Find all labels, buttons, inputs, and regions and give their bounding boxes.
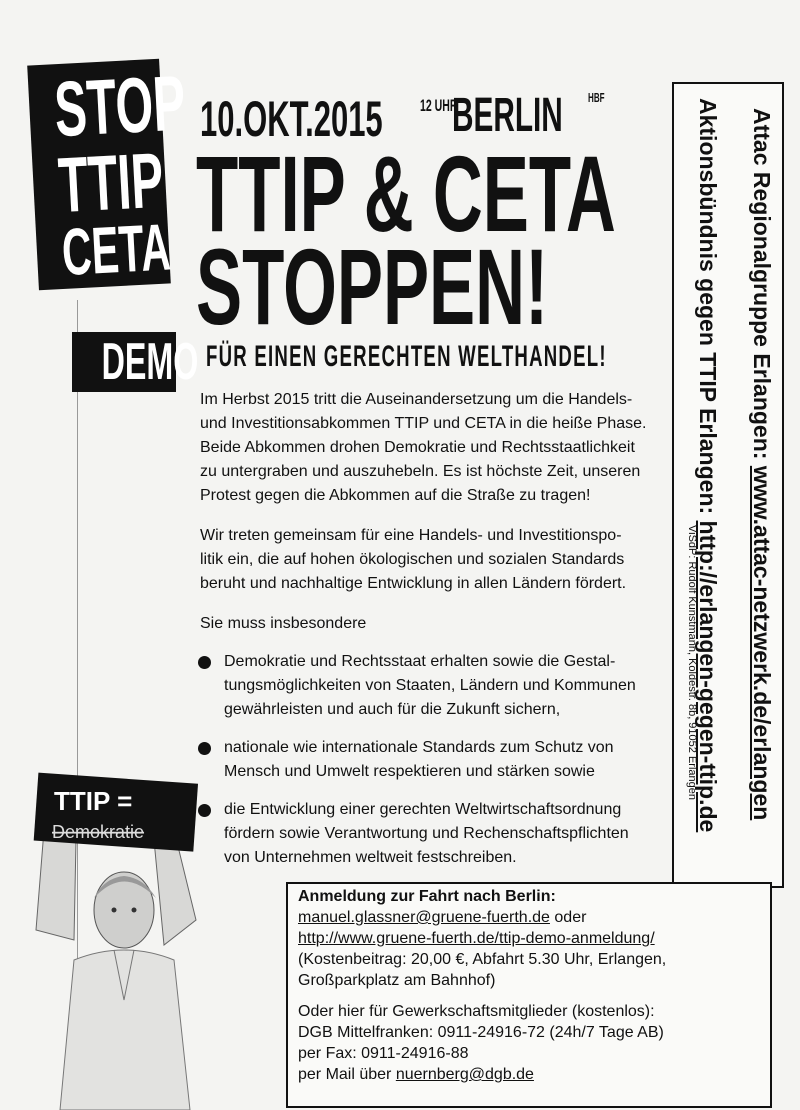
intro-line: Im Herbst 2015 tritt die Auseinandersetzung um die Handels- xyxy=(200,391,633,408)
goal-line: Wir treten gemeinsam für eine Handels- und Investitionspo- xyxy=(200,527,622,544)
list-item-line: tungsmöglichkeiten von Staaten, Ländern und Kommunen xyxy=(224,677,636,694)
union-line: Oder hier für Gewerkschaftsmitglieder (kostenlos): xyxy=(298,1003,655,1020)
cost-line-2: Großparkplatz am Bahnhof) xyxy=(298,972,496,989)
intro-line: Protest gegen die Abkommen auf die Straße zu tragen! xyxy=(200,487,591,504)
badge-line-1: STOP xyxy=(52,58,188,154)
event-station: HBF xyxy=(588,90,605,105)
badge-line-3: CETA xyxy=(60,209,173,289)
list-item-line: fördern sowie Verantwortung und Rechenschaftspflichten xyxy=(224,825,629,842)
spacer xyxy=(298,991,770,1001)
list-item-line: gewährleisten und auch für die Zukunft sichern, xyxy=(224,701,561,718)
mail-prefix: per Mail über xyxy=(298,1066,396,1083)
goal-line: litik ein, die auf hohen ökologischen und sozialen Standards xyxy=(200,551,625,568)
list-item-line: Demokratie und Rechtsstaat erhalten sowie die Gestal- xyxy=(224,653,616,670)
list-item-line: Mensch und Umwelt respektieren und stärken sowie xyxy=(224,763,595,780)
mail-line xyxy=(298,1064,770,1085)
registration-url[interactable]: http://www.gruene-fuerth.de/ttip-demo-anmeldung/ xyxy=(298,930,655,947)
intro-line: zu untergraben und auszuhebeln. Es ist höchste Zeit, unseren xyxy=(200,463,641,480)
dgb-line: DGB Mittelfranken: 0911-24916-72 (24h/7 Tage AB) xyxy=(298,1024,664,1041)
goal-line: beruht und nachhaltige Entwicklung in allen Ländern fördert. xyxy=(200,575,627,592)
alliance-label: Aktionsbündnis gegen TTIP Erlangen: xyxy=(695,98,721,521)
headline-line-2: STOPPEN! xyxy=(196,226,549,347)
event-time: 12 UHR xyxy=(420,96,458,115)
badge-line-2: TTIP xyxy=(56,135,166,230)
attac-label: Attac Regionalgruppe Erlangen: xyxy=(749,108,775,466)
intro-line: Beide Abkommen drohen Demokratie und Rechtsstaatlichkeit xyxy=(200,439,635,456)
sign-line-2: Demokratie xyxy=(52,822,145,842)
list-item xyxy=(196,736,666,784)
attac-link[interactable]: www.attac-netzwerk.de/erlangen xyxy=(749,465,775,821)
sign-line-1: TTIP = xyxy=(54,786,133,816)
list-item xyxy=(196,650,666,722)
protester-photo xyxy=(14,770,210,1110)
list-intro: Sie muss insbesondere xyxy=(200,615,367,632)
event-date: 10.OKT.2015 xyxy=(200,91,383,147)
list-item-line: von Unternehmen weltweit festschreiben. xyxy=(224,849,517,866)
headline-line-1: TTIP & CETA xyxy=(196,133,616,254)
intro-paragraph xyxy=(200,388,660,508)
fax-line: per Fax: 0911-24916-88 xyxy=(298,1045,469,1062)
demands-list xyxy=(196,650,666,884)
mail-link[interactable]: nuernberg@dgb.de xyxy=(395,1066,534,1083)
intro-line: und Investitionsabkommen TTIP und CETA in die heiße Phase. xyxy=(200,415,647,432)
cost-line-1: (Kostenbeitrag: 20,00 €, Abfahrt 5.30 Uhr, Erlangen, xyxy=(298,951,667,968)
email-suffix: oder xyxy=(549,909,587,926)
visdp-text: ViSdP: Rudolf Kunstmann, Koldestr. 8b, 91052 Erlangen xyxy=(686,525,698,800)
attac-line xyxy=(748,108,775,820)
registration-box xyxy=(286,882,772,1108)
event-city: BERLIN xyxy=(452,89,563,142)
stop-ttip-ceta-badge xyxy=(27,58,188,291)
list-item-line: die Entwicklung einer gerechten Weltwirtschaftsordnung xyxy=(224,801,622,818)
list-item xyxy=(196,798,666,870)
alliance-line xyxy=(694,98,721,832)
list-item-line: nationale wie internationale Standards zum Schutz von xyxy=(224,739,614,756)
demo-label: DEMO xyxy=(72,332,176,392)
alliance-link[interactable]: http://erlangen-gegen-ttip.de xyxy=(695,520,721,833)
email-link[interactable]: manuel.glassner@gruene-fuerth.de xyxy=(298,909,550,926)
subtitle: FÜR EINEN GERECHTEN WELTHANDEL! xyxy=(206,340,607,373)
email-line xyxy=(298,907,770,928)
registration-title: Anmeldung zur Fahrt nach Berlin: xyxy=(298,888,556,905)
goal-paragraph xyxy=(200,524,660,596)
